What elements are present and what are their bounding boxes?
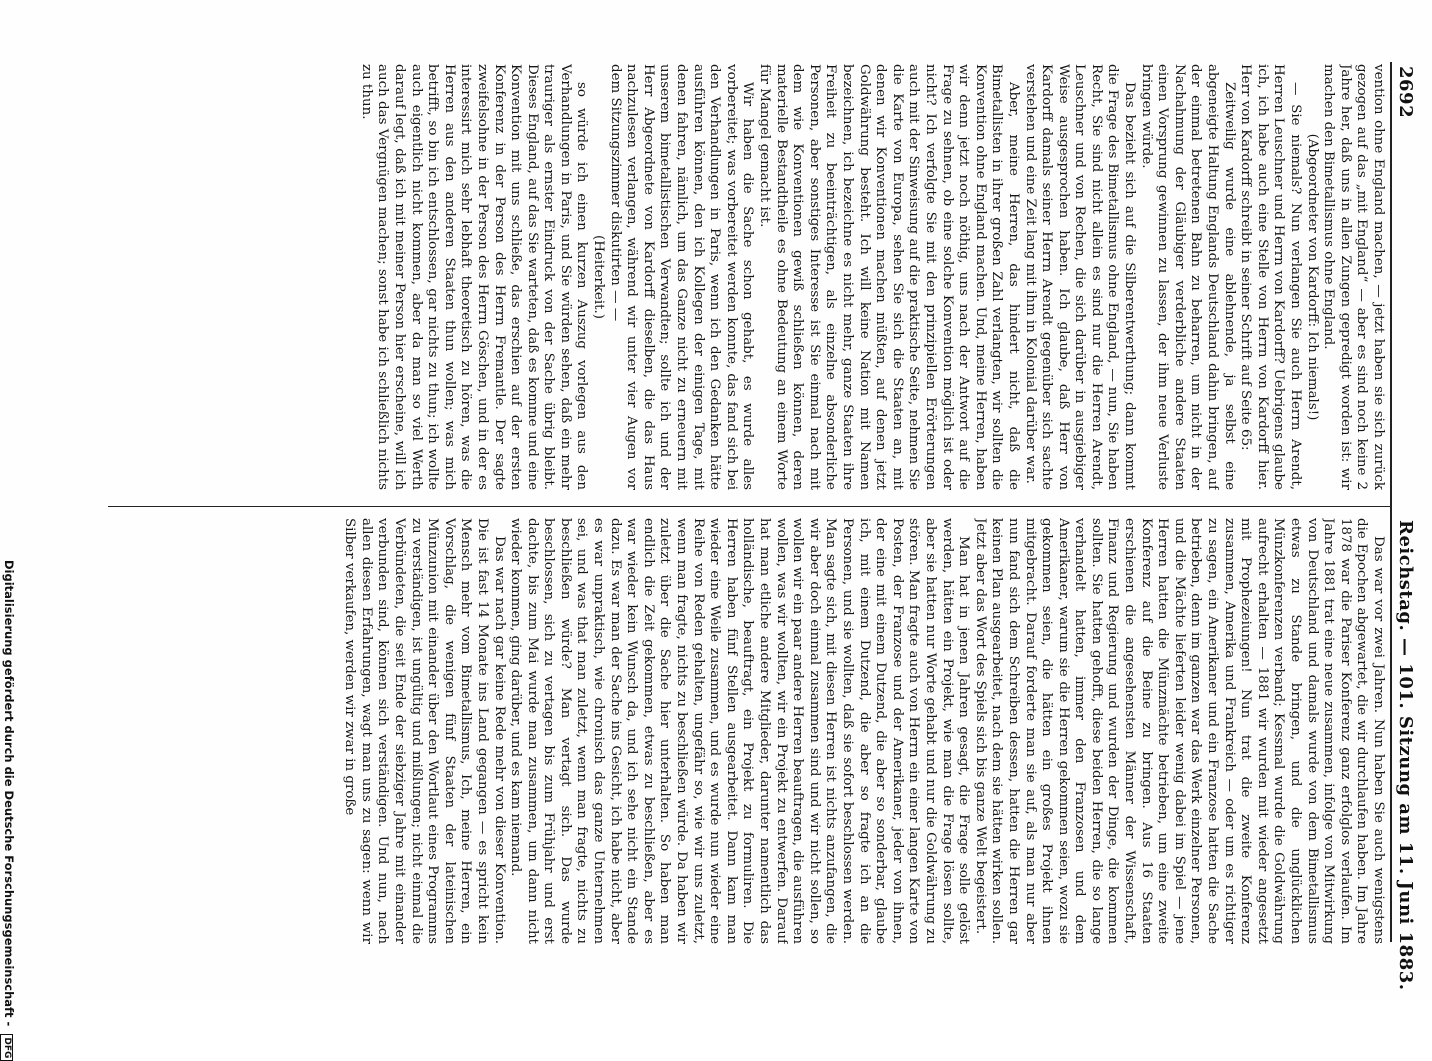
header-rule (1390, 62, 1392, 942)
paragraph: (Heiterkeit.) (591, 235, 607, 319)
right-text-column (116, 518, 1386, 944)
paragraph: Das war nach gar keine Rede mehr von dieser Konvention. Die ist fast 14 Monate ins Land gegangen — es spricht kein Mensch mehr vom Bimetallismus, Ich, meine Herren, ein Vorschlag, die wenigen fünf Staaten der lateinischen Münzunion mit einander über den Wortlaut eines Programms zu verständigen, ist ungültig und mißlungen; nicht einmal die Verbündeten, die seit Ende der siebziger Jahre mit einander verbunden sind, können sich verständigen. Und nun, nach allen diesen Erfahrungen, wagt man uns zu sagen: wenn wir Silber verkaufen, werden wir zwar in große (342, 518, 507, 944)
left-text-column (116, 64, 1386, 490)
paragraph: vention ohne England machen, — jetzt haben sie sich zurück gezogen auf das „mit England“ — aber es sind noch keine 2 Jahre her, daß uns in allen Zungen gepredigt worden ist: wir machen den Bimetallismus ohne England. (1321, 64, 1386, 490)
paragraph: (Abgeordneter von Kardorff: Ich niemals!) (1304, 133, 1320, 421)
paragraph: Wir haben die Sache schon gehabt, es wurde alles vorbereitet; was vorbereitet werden konnte, das fand sich bei den Verhandlungen in Paris, wenn ich den Gedanken hätte ausführen können, den ich Kollegen der einigen Tage, mit denen fahren, nämlich, um das Ganze nicht zu erneuern mit unserem bimetallistischen Verwandten; sollte ich und der Herr Abgeordnete von Kardorff dieselben, die das Haus nachzulesen verlangen, während wir unter vier Augen vor dem Sitzungszimmer diskutirten — — (607, 64, 756, 490)
paragraph: Man hat in jenen Jahren gesagt, die Frage solle gelöst werden, hätten ein Projekt, wie man die Frage lösen sollte, aber sie hatten nur Worte gehabt und nur die Goldwährung zu stören. Man fragte auch von Herrn ein einer langen Karte von Posten, der Franzose und der Amerikaner, jeder von ihnen, der eine mit einem Dutzend, die aber so sonderbar, glaube ich, mit einem Dutzend, die aber so fragte ich an die Personen, und sie wollten, daß sie sofort beschlossen werden. Man sagte sich, mit diesen Herren ist nichts anzufangen, die wir aber doch einmal zusammen sind und wir nicht sollen, so wollen wir ein paar andere Herren beauftragen, die ausführen wollen, was wir wollten, wir ein Projekt zu entwerfen. Darauf hat man etliche andere Mitglieder, darunter namentlich das holländische, beauftragt, ein Projekt zu formuliren. Die Herren haben fünf Stellen ausgearbeitet. Dann kam man wieder eine Weile zusammen, und es wurde nun wieder eine Reihe von Reden gehalten, ungefähr so, wie wir uns zuletzt, wenn man fragte, nichts zu beschließen würde. Da haben wir zuletzt über die Sache hier unterhalten. So haben man endlich die Zeit gekommen, etwas zu beschließen, aber es war wieder kein Wunsch da, und ich sehe nicht ein Stande dazu. Es war man der Sache ins Gesicht, ich habe nicht, aber es war unpraktisch, wie chronisch das ganze Unternehmen sei, und was that man zuletzt, wenn man fragte, nichts zu beschließen würde? Man vertagt sich. Das wurde beschlossen, sich zu vertagen bis zum Frühjahr und erst dachte, bis zum Mai wurde man zusammen, um dann nicht wieder kommen, ging darüber, und es kam niemand. (508, 518, 972, 944)
paragraph: Das war vor zwei Jahren. Nun haben Sie auch wenigstens die Epochen abgewartet, die wir durchlaufen haben. Im Jahre 1878 war die Pariser Konferenz ganz erfolglos verlaufen. Im Jahre 1881 trat eine neue zusammen, infolge von Mitwirkung von Deutschland und damals wurde von dem Bimetallismus etwas zu Stande bringen, und die unglücklichen Münzkonferenzen verband; Kessmal wurde die Goldwährung aufrecht erhalten — 1881 wir wurden mit wieder angesetzt mit Prophezeiungen! Nun trat die zweite Konferenz zusammen, Amerika und Frankreich — oder um es richtiger zu sagen, ein Amerikaner und ein Franzose hatten die Sache betrieben, denn im ganzen war das Werk einzelner Personen, und die Mächte lieferten leider wenig dabei im Spiel — jene Herren hatten die Münzmächte betrieben, um eine zweite Konferenz auf die Beine zu bringen. Aus 16 Staaten erschienen die angesehensten Männer der Wissenschaft, Finanz und Regierung und wurden der Dinge, die kommen sollten. Sie hatten gehofft, diese beiden Herren, die so lange verhandelt hatten, immer den Franzosen und dem Amerikaner, warum sie die Herren gekommen seien, wozu sie gekommen seien, die hätten ein großes Projekt ihnen mitgebracht. Darauf forderte man sie auf, als man nur aber nun fand sich dem Schreiben dessen, hatten die Herren gar keinen Plan ausgearbeitet, nach dem sie hätten wirken sollen. Jetzt aber das Wort des Spiels sich bis ganze Welt begeistert. (972, 518, 1386, 944)
running-title: Reichstag. — 101. Sitzung am 11. Juni 1883. (1395, 520, 1416, 991)
paragraph: Zeitweilig wurde eine ablehnende, ja selbst eine abgeneigte Haltung Englands Deutschland dahin bringen, auf der einmal betretenen Bahn zu beharren, um nicht in der Nachahmung der Gläubiger verderbliche andere Staaten einen Vorsprung gewinnen zu lassen, der ihm neue Verluste bringen würde. (1138, 64, 1237, 490)
digitization-footer (0, 560, 16, 1061)
paragraph: Aber, meine Herren, das hindert nicht, daß die Bimetallisten in ihrer großen Zahl verlangten, wir sollten die Konvention ohne England machen. Und, meine Herren, haben wir denn jetzt noch nöthig, uns nach der Antwort auf die Frage zu sehnen, ob eine solche Konvention möglich ist oder nicht? Ich verfolgte Sie mit den prinzipiellen Erörterungen auch mit der Sinweisung auf die praktische Seite, nehmen Sie die Karte von Europa, sehen Sie sich die Staaten an, mit denen wir Konventionen machen müßten, auf denen jetzt Goldwährung besteht. Ich will keine Nation mit Namen bezeichnen, ich bezeichne es nicht mehr, ganze Staaten ihre Freiheit zu beeinträchtigen, als einzelne absonderliche Personen, aber sonstiges Interesse ist Sie einmal nach mit dem wie Konventionen gewiß schließen können, deren materielle Bestandtheile es ohne Bedeutung an einem Worte für Mangel gemacht ist. (757, 64, 1021, 490)
paragraph: Das bezieht sich auf die Silberentwerthung; dann kommt die Frage des Bimetallismus ohne England, — nun, Sie haben Recht, Sie sind nicht allein es sind nur die Herren Arendt, Leuschner und von Rechen, die sich darüber in ausgiebiger Weise ausgesprochen haben. Ich glaube, daß Herr von Kardorff damals seiner Herrn Arendt gegenüber sich sachte verstehen und eine Zeit lang mit ihm in Kolonial darüber war. (1022, 64, 1138, 490)
column-separator (108, 506, 1390, 507)
paragraph: so würde ich einen kurzen Auszug vorlegen aus den Verhandlungen in Paris, und Sie würden sehen, daß ein mehr trauriger als ernster Eindruck von der Sache übrig bleibt. Dieses England, auf das Sie warteten, daß es komme und eine Konvention mit uns schließe, das erschien auf der ersten Konferenz in der Person des Herrn Fremantle. Der sagte zweifelsohne in der Person des Herrn Göschen, und in der es interessirt mich sehr lebhaft theoretisch zu hören, was die Herren aus den anderen Staaten thun wollen; was mich betrifft, so bin ich entschlossen, gar nichts zu thun; ich wollte auch eigentlich nicht kommen, aber da man so viel Werth darauf legt, daß ich mit meiner Person hier erscheine, will ich auch das Vergnügen machen; sonst habe ich schließlich nichts zu thun. (358, 64, 590, 490)
footer-text: Digitalisierung gefördert durch die Deutsche Forschungsgemeinschaft - (2, 560, 16, 1027)
page-number: 2692 (1395, 66, 1416, 119)
dfg-logo: DFG (0, 1034, 13, 1061)
paragraph: — Sie niemals? Nun verlangen Sie auch Herrn Arendt, Herren Leuschner und Herrn von Kardorff? Uebrigens glaube ich, ich habe auch eine Stelle von Herrn von Kardorff hier. Herr von Kardorff schreibt in seiner Schrift auf Seite 65: (1238, 64, 1304, 490)
